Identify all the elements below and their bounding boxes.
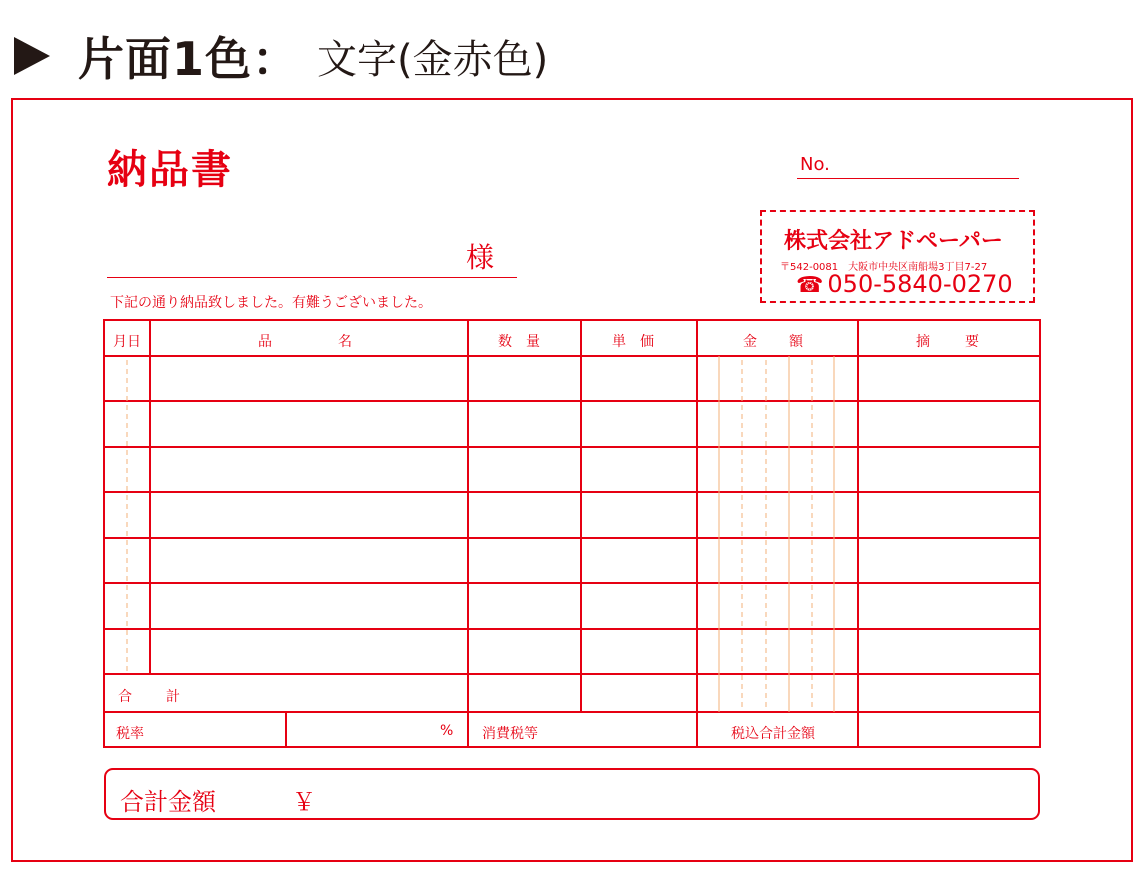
phone-icon: ☎ xyxy=(796,273,824,298)
yen-sign: ￥ xyxy=(292,788,316,816)
triangle-bullet-icon xyxy=(14,37,50,75)
col-header-item-2: 名 xyxy=(338,334,352,350)
col-header-amount-2: 額 xyxy=(789,334,803,350)
recipient-suffix: 様 xyxy=(466,241,495,274)
consumption-tax-label: 消費税等 xyxy=(482,726,538,742)
company-box xyxy=(760,210,1035,303)
col-header-quantity: 数 量 xyxy=(498,334,540,350)
tax-included-total-label: 税込合計金額 xyxy=(731,726,815,742)
subtotal-label-1: 合 xyxy=(118,689,132,705)
document-title: 納品書 xyxy=(107,147,233,193)
col-header-note-2: 要 xyxy=(965,334,979,350)
company-phone xyxy=(796,270,1013,298)
subtotal-label-2: 計 xyxy=(166,689,180,705)
header-main-text: 片面1色： xyxy=(78,32,300,86)
recipient-underline xyxy=(107,277,517,278)
page-header xyxy=(14,26,548,86)
company-address: 〒542-0081 大阪市中央区南船場3丁目7-27 xyxy=(780,262,988,273)
percent-sign: % xyxy=(440,723,454,739)
col-header-item-1: 品 xyxy=(258,334,272,350)
header-sub-text: 文字(金赤色) xyxy=(317,36,549,83)
col-header-amount-1: 金 xyxy=(743,334,757,350)
phone-number: 050-5840-0270 xyxy=(827,270,1013,298)
number-underline xyxy=(797,178,1019,179)
grand-total-box xyxy=(104,768,1040,820)
col-header-note-1: 摘 xyxy=(916,334,930,350)
greeting-text: 下記の通り納品致しました。有難うございました。 xyxy=(110,295,432,311)
col-header-date: 月日 xyxy=(113,334,141,350)
number-label: No. xyxy=(800,154,830,175)
tax-rate-label: 税率 xyxy=(116,726,144,742)
grand-total-label: 合計金額 xyxy=(120,788,216,816)
col-header-unit-price: 単 価 xyxy=(612,334,654,350)
company-name: 株式会社アドペーパー xyxy=(784,229,1003,254)
